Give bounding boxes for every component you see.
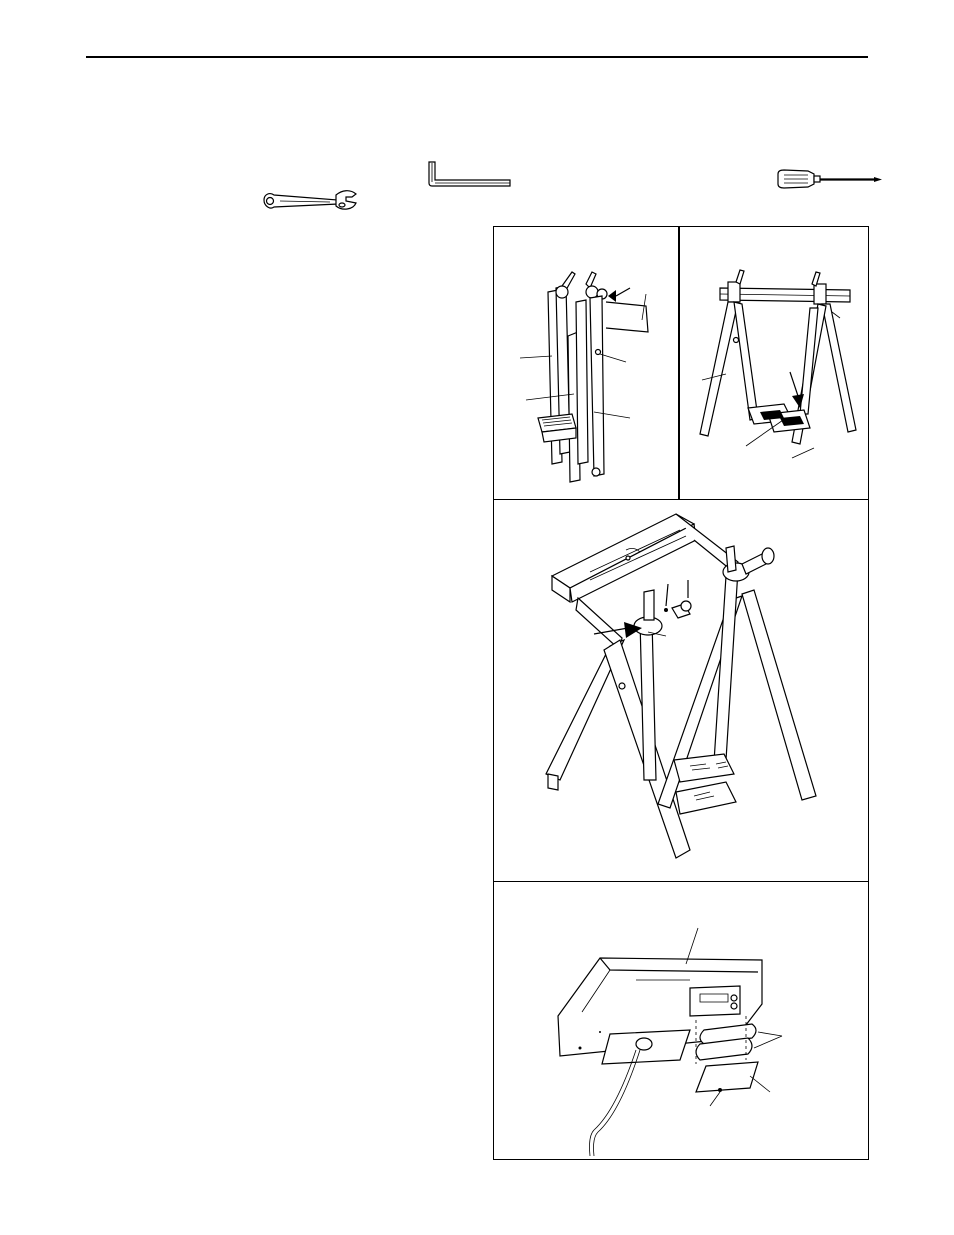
figure-unfolded-frame — [688, 268, 864, 474]
phillips-screwdriver-icon — [776, 168, 886, 192]
figure-folded-frame — [500, 262, 670, 492]
adjustable-wrench-icon — [258, 186, 364, 214]
header-rule — [86, 56, 868, 58]
hex-key-icon — [426, 160, 512, 188]
figure-divider — [678, 226, 680, 500]
figure-console-battery-installation — [540, 920, 800, 1160]
figure-console-bracket-assembly — [530, 510, 820, 872]
